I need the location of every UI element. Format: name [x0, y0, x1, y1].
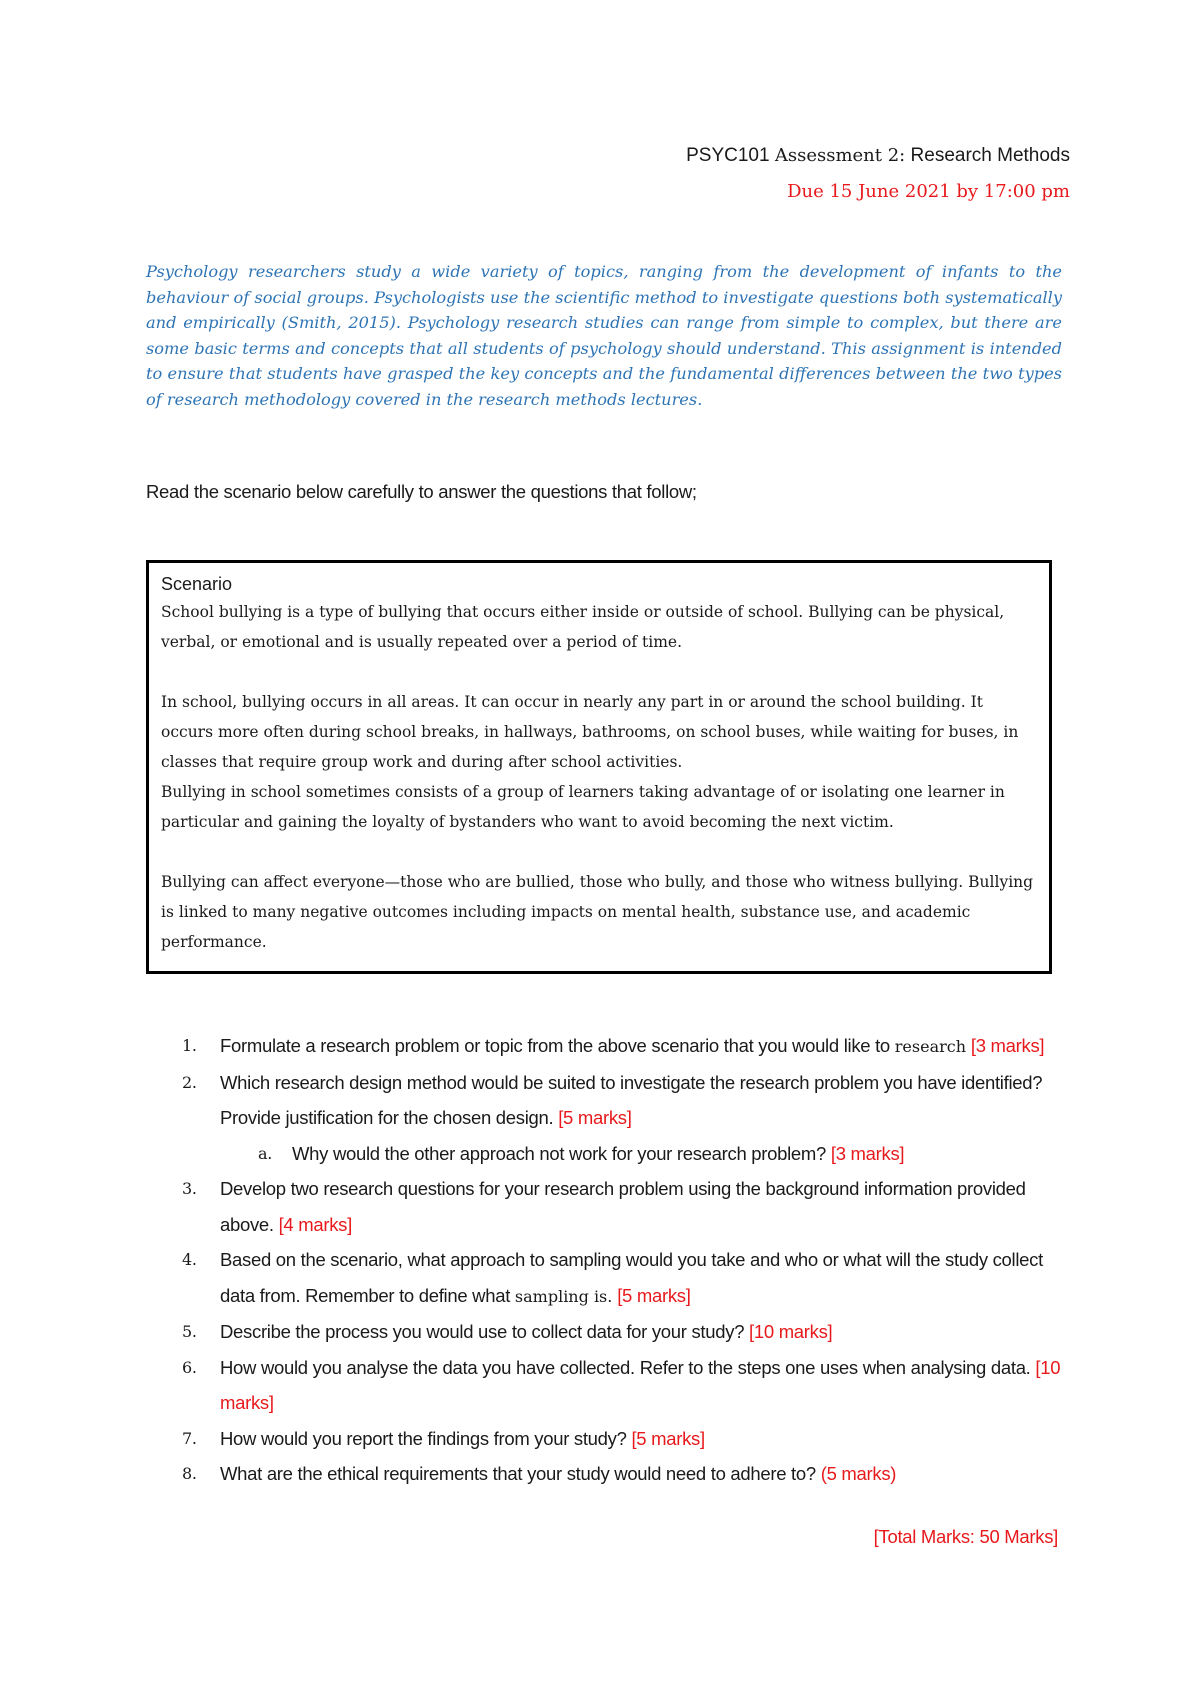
question-text: Develop two research questions for your research problem using the background information provided above. — [220, 1178, 1026, 1235]
question-number: 3. — [182, 1179, 197, 1198]
question-number: a. — [258, 1143, 273, 1163]
question-number: 1. — [182, 1036, 197, 1055]
total-marks: [Total Marks: 50 Marks] — [873, 1526, 1058, 1547]
question-marks: [5 marks] — [558, 1107, 632, 1128]
question-text: Describe the process you would use to collect data for your study? — [220, 1321, 745, 1342]
scenario-paragraph-1: School bullying is a type of bullying that occurs either inside or outside of school. Bullying can be physical, verbal, or emotional and is usually repeated over a period of time. — [161, 603, 1005, 651]
scenario-box — [146, 560, 1052, 974]
question-marks: [4 marks] — [278, 1213, 352, 1235]
scenario-paragraph-3: Bullying in school sometimes consists of a group of learners taking advantage of or isolating one learner in particular and gaining the loyalty of bystanders who want to avoid becoming the next victim. — [161, 783, 1005, 831]
question-marks: [3 marks] — [830, 1142, 905, 1164]
instruction-text: Read the scenario below carefully to answer the questions that follow; — [146, 481, 697, 502]
question-marks: [3 marks] — [970, 1035, 1045, 1056]
question-number: 8. — [182, 1464, 197, 1483]
course-code: PSYC101 — [686, 145, 770, 166]
question-7 — [170, 1421, 1070, 1457]
question-marks: [10 marks] — [220, 1356, 1061, 1413]
question-text: Why would the other approach not work for your research problem? — [292, 1142, 827, 1164]
assessment-label: Assessment 2: — [774, 145, 906, 166]
question-2a — [170, 1136, 1070, 1172]
scenario-paragraph-2: In school, bullying occurs in all areas. It can occur in nearly any part in or around the school building. It occurs more often during school breaks, in hallways, bathrooms, on school buses, while waiting for buses, in classes that require group work and during after school activities. — [161, 693, 1019, 771]
question-number: 5. — [182, 1322, 197, 1341]
question-marks: [5 marks] — [617, 1284, 691, 1306]
scenario-paragraph-4: Bullying can affect everyone—those who are bullied, those who bully, and those who witness bullying. Bullying is linked to many negative outcomes including impacts on mental health, substance use, and academic performance. — [161, 873, 1034, 951]
question-text: How would you report the findings from your study? — [220, 1427, 627, 1449]
question-text: What are the ethical requirements that your study would need to adhere to? — [220, 1463, 816, 1484]
question-1 — [170, 1028, 1070, 1065]
question-text: Which research design method would be suited to investigate the research problem you have identified? Provide justification for the chosen design. — [220, 1071, 1043, 1128]
question-text: How would you analyse the data you have collected. Refer to the steps one uses when analysing data. — [220, 1356, 1031, 1378]
due-date: Due 15 June 2021 by 17:00 pm — [787, 181, 1070, 202]
question-number: 2. — [182, 1072, 197, 1092]
question-text-serif: sampling is. — [514, 1286, 613, 1306]
header — [686, 142, 1070, 206]
paragraph-gap — [161, 657, 1037, 687]
question-text: Formulate a research problem or topic from the above scenario that you would like to — [220, 1035, 890, 1056]
paragraph-gap — [161, 837, 1037, 867]
page-title — [686, 142, 1070, 170]
question-6 — [170, 1350, 1070, 1421]
question-text-serif: research — [894, 1037, 967, 1056]
question-text: Based on the scenario, what approach to sampling would you take and who or what will the study collect data from. Remember to define what — [220, 1249, 1043, 1306]
question-4 — [170, 1242, 1070, 1314]
question-marks: (5 marks) — [820, 1463, 897, 1484]
question-number: 4. — [182, 1250, 197, 1269]
scenario-title: Scenario — [161, 574, 233, 594]
question-5 — [170, 1314, 1070, 1350]
question-8 — [170, 1456, 1070, 1492]
question-3 — [170, 1171, 1070, 1242]
questions-list — [170, 1028, 1070, 1492]
question-number: 7. — [182, 1428, 197, 1448]
intro-paragraph: Psychology researchers study a wide variety of topics, ranging from the development of infants to the behaviour of social groups. Psychologists use the scientific method to investigate questions both systematically and empirically (Smith, 2015). Psychology research studies can range from simple to complex, but there are some basic terms and concepts that all students of psychology should understand. This assignment is intended to ensure that students have grasped the key concepts and the fundamental differences between the two types of research methodology covered in the research methods lectures. — [146, 262, 1062, 409]
question-marks: [5 marks] — [631, 1427, 705, 1449]
question-2 — [170, 1065, 1070, 1136]
question-marks: [10 marks] — [749, 1321, 833, 1342]
question-number: 6. — [182, 1357, 197, 1377]
assessment-topic: Research Methods — [910, 145, 1070, 166]
